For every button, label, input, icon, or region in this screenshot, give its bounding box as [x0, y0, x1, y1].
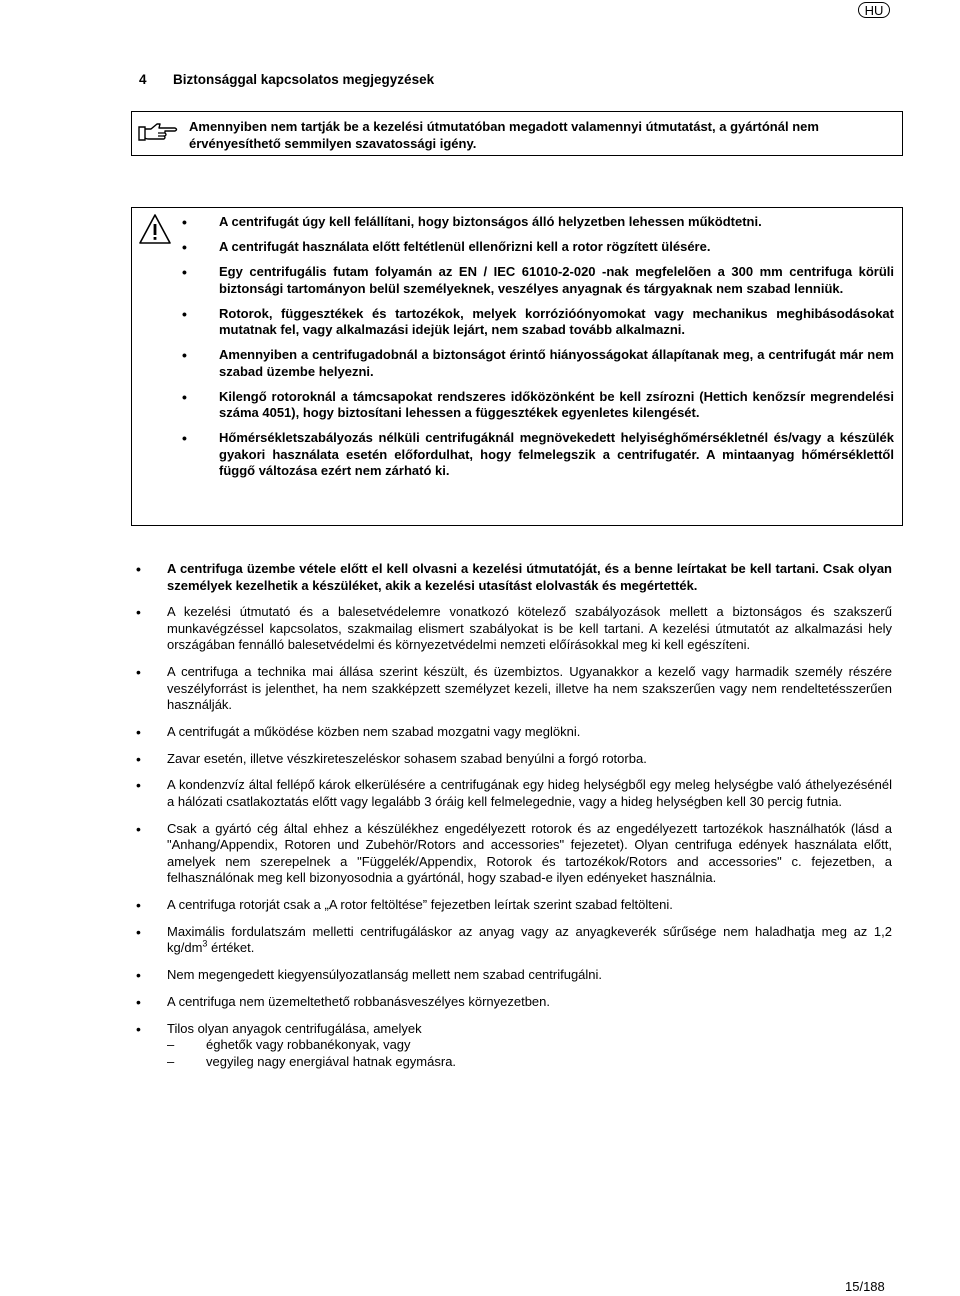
language-badge: HU: [858, 2, 890, 18]
list-item-density: [136, 924, 892, 957]
sub-list-item: – éghetők vagy robbanékonyak, vagy: [167, 1037, 892, 1054]
warning-item: • Hőmérsékletszabályozás nélküli centrifugáknál megnövekedett helyiséghőmérsékletnél és/vagy a készülék gyakori használata esetén előfordulhat, hogy felmelegszik a centrifugatér. A mintaanyag hőmérséklettől függő változása ezért nem zárható ki.: [178, 430, 894, 480]
warning-item: • Kilengő rotoroknál a támcsapokat rendszeres időközönként be kell zsírozni (Hettich kenőzsír megrendelési száma 4051), hogy biztosítani lehessen a függesztékek egyenletes kilengését.: [178, 389, 894, 422]
list-item: • A centrifuga a technika mai állása szerint készült, és üzembiztos. Ugyanakkor a kezelő vagy harmadik személy részére veszélyforrást is jelenthet, ha nem szakképzett személyzet kezeli, illetve ha nem szakszerűen vagy nem rendeltetésszerűen használják.: [136, 664, 892, 714]
list-item: • A centrifugát a működése közben nem szabad mozgatni vagy meglökni.: [136, 724, 892, 741]
list-item: • Nem megengedett kiegyensúlyozatlanság mellett nem szabad centrifugálni.: [136, 967, 892, 984]
list-item: • A kondenzvíz által fellépő károk elkerülésére a centrifugának egy hideg helységből egy meleg helységbe való áthelyezésénél a hálózati csatlakoztatás előtt vagy legalább 3 óráig kell felmelegednie, vagy a hideg helységben kell 30 percig futnia.: [136, 777, 892, 810]
section-title: Biztonsággal kapcsolatos megjegyzések: [173, 72, 435, 87]
density-suffix: értéket.: [207, 940, 255, 956]
list-item: • A centrifuga üzembe vétele előtt el kell olvasni a kezelési útmutatóját, és a benne leírtakat be kell tartani. Csak olyan személyek kezelhetik a készüléket, akik a kezelési utasítást elolvasták és megértették.: [136, 561, 892, 594]
list-item-forbidden: [136, 1021, 892, 1071]
forbidden-sublist: [167, 1037, 892, 1070]
note-text: Amennyiben nem tartják be a kezelési útmutatóban megadott valamennyi útmutatást, a gyártónál nem érvényesíthető semmilyen szavatossági igény.: [189, 119, 819, 151]
warning-list: [178, 214, 894, 488]
section-heading: [139, 72, 434, 89]
warning-triangle-icon: [138, 213, 172, 245]
list-item: • A centrifuga rotorját csak a „A rotor feltöltése” fejezetben leírtak szerint szabad feltölteni.: [136, 897, 892, 914]
warning-item: • A centrifugát használata előtt feltétlenül ellenőrizni kell a rotor rögzített ülésére.: [178, 239, 894, 256]
warning-item: • A centrifugát úgy kell felállítani, hogy biztonságos álló helyzetben lehessen működtetni.: [178, 214, 894, 231]
warning-box: [131, 207, 903, 526]
pointing-hand-icon: [137, 121, 179, 143]
list-item: • Zavar esetén, illetve vészkireteszeléskor sohasem szabad benyúlni a forgó rotorba.: [136, 751, 892, 768]
section-number: 4: [139, 72, 147, 87]
safety-list: [136, 561, 892, 1081]
list-item: • A kezelési útmutató és a balesetvédelemre vonatkozó kötelező szabályozások mellett a biztonságos és szakszerű munkavégzéssel kapcsolatos, szakmailag elismert szabályokat is be kell tartani. A kezelési útmutatót az alkalmazási hely országában fennálló balesetvédelmi és környezetvédelmi nemzeti előírásokkal meg ki kell egészíteni.: [136, 604, 892, 654]
warning-item: • Rotorok, függesztékek és tartozékok, melyek korrózióónyomokat vagy mechanikus meghibásodásokat mutatnak fel, vagy alkalmazási idejük lejárt, nem szabad tovább alkalmazni.: [178, 306, 894, 339]
sub-list-item: – vegyileg nagy energiával hatnak egymásra.: [167, 1054, 892, 1071]
forbidden-intro: Tilos olyan anyagok centrifugálása, amelyek: [167, 1020, 422, 1036]
list-item: • Csak a gyártó cég által ehhez a készülékhez engedélyezett rotorok és az engedélyezett tartozékok használhatók (lásd a "Anhang/Appendix, Rotoren und Zubehör/Rotors and accessories" fejezetet). Olyan centrifuga edények használata előtt, amelyek nem szerepelnek a "Függelék/Appendix, Rotorok és tartozékok/Rotors and accessories" c. fejezetben, a felhasználónak meg kell bizonyosodnia a gyártónál, hogy szabad-e ilyen edényeket használnia.: [136, 821, 892, 887]
density-text: Maximális fordulatszám melletti centrifugáláskor az anyag vagy az anyagkeverék sűrűsége nem haladhatja meg az 1,2 kg/dm: [167, 923, 892, 956]
note-box: [131, 111, 903, 156]
warning-item: • Egy centrifugális futam folyamán az EN / IEC 61010-2-020 -nak megfelelõen a 300 mm centrifuga körüli biztonsági tartományon belül személyeknek, veszélyes anyagnak és tárgyaknak nem szabad lenniük.: [178, 264, 894, 297]
density-exponent: 3: [202, 939, 208, 950]
list-item: • A centrifuga nem üzemeltethető robbanásveszélyes környezetben.: [136, 994, 892, 1011]
page-number: 15/188: [845, 1279, 885, 1294]
warning-item: • Amennyiben a centrifugadobnál a biztonságot érintő hiányosságokat állapítanak meg, a centrifugát már nem szabad üzembe helyezni.: [178, 347, 894, 380]
